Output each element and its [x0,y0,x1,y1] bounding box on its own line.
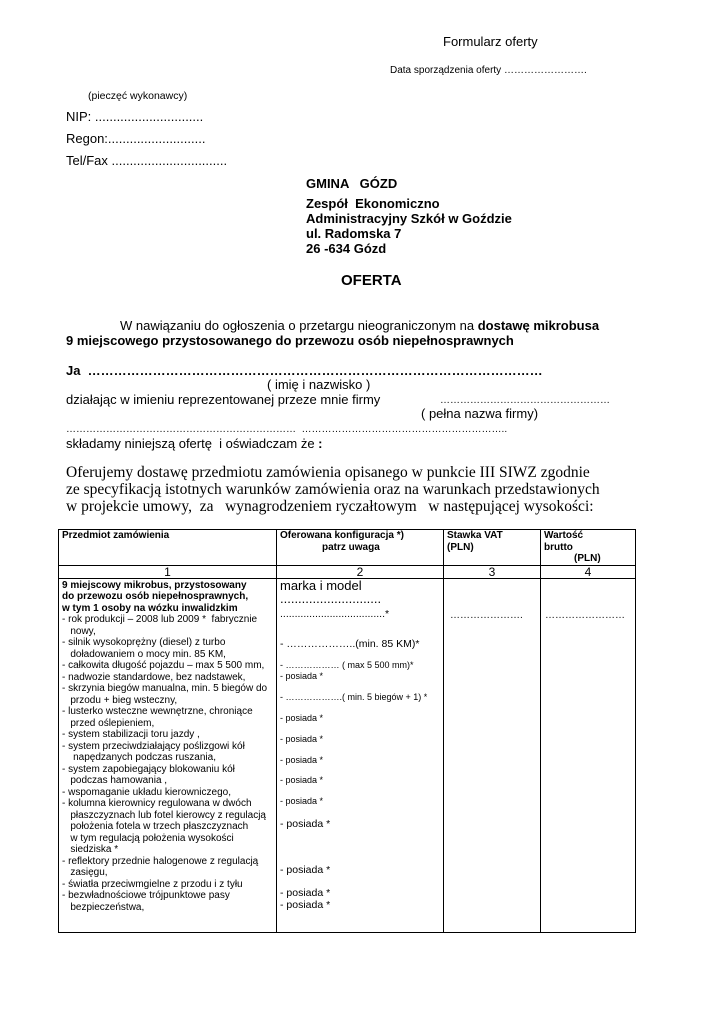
intro-line1 [120,318,599,333]
feature-line: - lusterko wsteczne wewnętrzne, chroniące [62,706,253,717]
header-vat [444,530,541,566]
firm-name-dots: …………………………………………… [440,395,610,406]
feature-line: - wspomaganie układu kierowniczego, [62,786,231,798]
posiada-8: - posiada * [280,863,331,876]
feature-line: położenia fotela w trzech płaszczyznach [62,821,249,832]
gears-field: - ……………….( min. 5 biegów + 1) * [280,691,428,702]
item-description [59,578,277,932]
intro-text: W nawiązaniu do ogłoszenia o przetargu nieograniczonym na [120,318,478,333]
feature-line: bezpieczeństwa, [62,901,145,913]
vat-dots: …………………. [450,609,523,621]
feature-line: przodu + bieg wsteczny, [62,694,178,706]
form-title: Formularz oferty [443,34,538,49]
feature-line: - bezwładnościowe trójpunktowe pasy [62,890,230,901]
item-title-1: 9 miejscowy mikrobus, przystosowany [62,579,247,591]
feature-line: podczas hamowania , [62,775,168,786]
feature-line: napędzanych podczas ruszania, [62,752,216,763]
table-row [59,578,636,932]
addressee-line4: 26 -634 Gózd [306,241,387,256]
model-dots: ....................................* [280,607,390,620]
skladamy-text: składamy niniejszą ofertę i oświadczam że [66,436,319,451]
offer-line1: Oferujemy dostawę przedmiotu zamówienia opisanego w punkcie III SIWZ zgodnie [66,464,590,481]
intro-bold1: dostawę mikrobusa [477,318,600,333]
item-title-2: do przewozu osób niepełnosprawnych, [62,591,249,602]
col-number-1: 1 [59,565,277,578]
feature-line: - rok produkcji – 2008 lub 2009 * fabrycznie [62,614,258,625]
configuration-cell [277,578,444,932]
feature-line: - reflektory przednie halogenowe z regulacją [62,855,259,867]
addressee-line2: Administracyjny Szkół w Goździe [306,211,512,226]
offer-line3: w projekcie umowy, za wynagrodzeniem ryczałtowym w następującej wysokości: [66,498,594,515]
feature-line: płaszczyznach lub fotel kierowcy z regulacją [62,809,266,821]
feature-line: - nadwozie standardowe, bez nadstawek, [62,671,246,683]
gross-value-cell [541,578,636,932]
feature-list [62,614,273,913]
date-line: Data sporządzenia oferty ……………………. [390,65,587,76]
addressee-line3: ul. Radomska 7 [306,226,402,241]
header-konfiguracja [277,530,444,566]
feature-line: - system przeciwdziałający poślizgowi kół [62,740,245,752]
header-vat-unit: (PLN) [447,541,474,553]
posiada-6: - posiada * [280,795,324,806]
stamp-label: (pieczęć wykonawcy) [88,90,188,102]
posiada-5: - posiada * [280,774,324,785]
posiada-3: - posiada * [280,733,324,744]
header-vat-label: Stawka VAT [447,530,503,541]
feature-line: siedziska * [62,844,119,855]
header-konfiguracja-label: Oferowana konfiguracja *) [280,530,404,541]
header-wartosc [541,530,636,566]
posiada-10: - posiada * [280,898,331,911]
telfax-field: Tel/Fax ................................ [66,153,228,168]
feature-line: w tym regulacją położenia wysokości [62,832,234,844]
intro-line2: 9 miejscowego przystosowanego do przewozu osób niepełnosprawnych [66,333,514,348]
offer-table [58,529,636,933]
header-patrz-uwaga: patrz uwaga [322,541,380,553]
feature-line: doładowaniem o mocy min. 85 KM, [62,648,226,660]
regon-field: Regon:........................... [66,131,206,146]
skladamy-colon: : [318,436,323,451]
feature-line: przed oślepieniem, [62,717,155,729]
posiada-7: - posiada * [280,817,331,830]
feature-line: - system zapobiegający blokowaniu kół [62,763,235,775]
col-number-4: 4 [541,565,636,578]
table-header-row [59,530,636,566]
feature-line: - system stabilizacji toru jazdy , [62,729,200,740]
feature-line: - światła przeciwmgielne z przodu i z tyłu [62,878,243,890]
offer-line2: ze specyfikacją istotnych warunków zamówienia oraz na warunkach przedstawionych [66,481,600,498]
addressee-gmina: GMINA GÓZD [306,176,398,191]
posiada-2: - posiada * [280,712,324,723]
table-number-row [59,565,636,578]
col-number-2: 2 [277,565,444,578]
header-przedmiot: Przedmiot zamówienia [59,530,277,566]
feature-line: - silnik wysokoprężny (diesel) z turbo [62,637,226,648]
dzialajac-line: działając w imieniu reprezentowanej przeze mnie firmy [66,392,381,407]
addressee-line1: Zespół Ekonomiczno [306,196,440,211]
marka-label: marka i model [280,577,362,593]
skladamy-line [66,436,323,451]
feature-line: nowy, [62,625,96,637]
page-title: OFERTA [341,272,402,289]
length-field: - ……………… ( max 5 500 mm)* [280,659,414,670]
col-number-3: 3 [444,565,541,578]
nip-field: NIP: .............................. [66,109,204,124]
marka-dots: ............................ [280,590,382,606]
gross-value-dots: …………………… [545,609,625,621]
header-brutto-label: brutto [544,541,573,553]
posiada-1: - posiada * [280,670,324,681]
engine-power-field: - ………………..(min. 85 KM)* [280,637,420,650]
header-wartosc-unit: (PLN) [574,553,601,564]
vat-cell [444,578,541,932]
posiada-4: - posiada * [280,754,324,765]
feature-line: - całkowita długość pojazdu – max 5 500 mm, [62,660,265,671]
feature-line: - kolumna kierownicy regulowana w dwóch [62,798,252,809]
item-title-3: w tym 1 osoby na wózku inwalidzkim [62,602,238,614]
posiada-9: - posiada * [280,886,331,899]
ja-line: Ja …………………………………………………………………………………………… [66,363,543,378]
feature-line: zasięgu, [62,867,108,878]
imie-label: ( imię i nazwisko ) [267,377,371,392]
feature-line: - skrzynia biegów manualna, min. 5 biegów do [62,683,268,694]
pelna-label: ( pełna nazwa firmy) [421,406,539,421]
address-dots: …………………………………………………………… …………………………………………………….. [66,424,508,435]
header-wartosc-label: Wartość [544,530,584,541]
